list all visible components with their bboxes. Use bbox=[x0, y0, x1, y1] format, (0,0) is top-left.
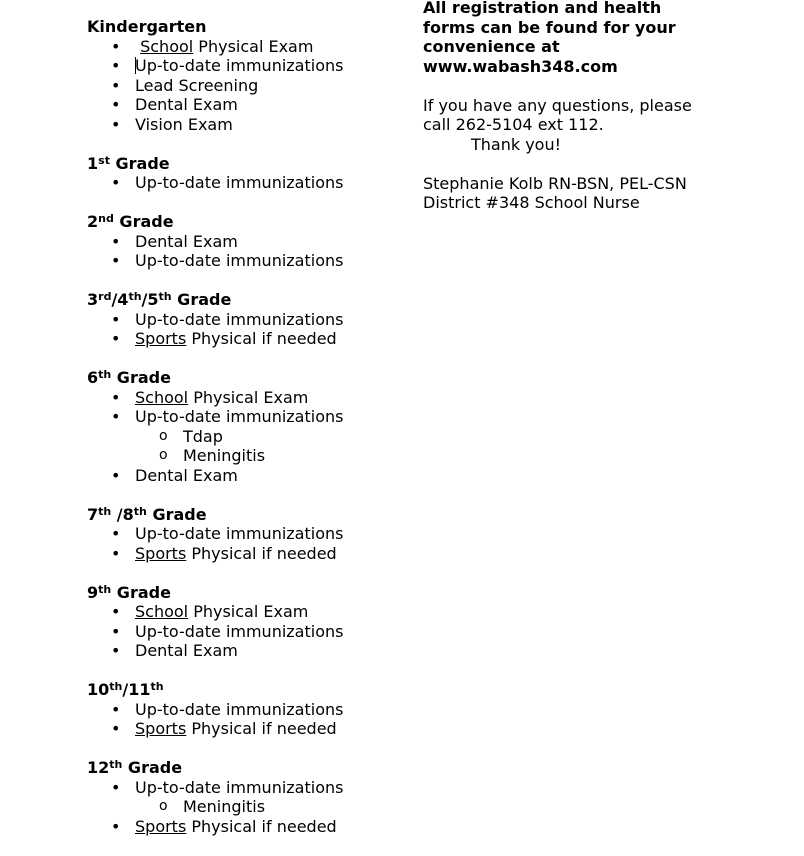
ordinal-suffix: th bbox=[150, 680, 164, 693]
requirement-item bbox=[87, 95, 407, 115]
requirement-item bbox=[87, 602, 407, 622]
grade-heading bbox=[87, 290, 407, 310]
grade-text: 10 bbox=[87, 680, 110, 699]
grade-text: 3 bbox=[87, 290, 99, 309]
nurse-name: Stephanie Kolb RN-BSN, PEL-CSN bbox=[423, 173, 687, 193]
ordinal-suffix: st bbox=[98, 153, 110, 167]
underlined-term: School bbox=[135, 602, 189, 621]
requirement-list bbox=[87, 310, 407, 349]
requirement-list bbox=[87, 232, 407, 271]
requirement-text: Up-to-date immunizations bbox=[135, 173, 344, 192]
sub-requirement-item bbox=[87, 797, 407, 817]
ordinal-suffix: th bbox=[98, 368, 112, 381]
requirement-text: Up-to-date immunizations bbox=[135, 309, 344, 329]
requirement-item bbox=[87, 407, 407, 427]
grade-text: Grade bbox=[171, 290, 232, 309]
requirement-text: Physical if needed bbox=[186, 543, 337, 563]
requirement-item bbox=[87, 115, 407, 135]
grade-section bbox=[87, 290, 407, 349]
requirement-text: Dental Exam bbox=[135, 465, 238, 485]
requirement-list bbox=[87, 602, 407, 661]
underlined-term: School bbox=[135, 387, 189, 407]
requirement-item bbox=[87, 173, 407, 193]
requirement-item bbox=[87, 388, 407, 408]
requirement-text: Dental Exam bbox=[135, 95, 238, 114]
requirement-item bbox=[87, 76, 407, 96]
requirement-text: Vision Exam bbox=[135, 114, 233, 134]
grade-heading bbox=[87, 505, 407, 525]
notice-line: forms can be found for your bbox=[423, 17, 676, 37]
grade-text: 12 bbox=[87, 758, 110, 777]
ordinal-suffix: th bbox=[109, 758, 123, 771]
requirement-text: Up-to-date immunizations bbox=[135, 251, 344, 270]
requirement-item bbox=[87, 719, 407, 739]
ordinal-suffix: th bbox=[133, 504, 147, 518]
requirement-item bbox=[87, 641, 407, 661]
requirement-text: Up-to-date immunizations bbox=[135, 777, 344, 797]
requirement-list bbox=[87, 388, 407, 486]
grade-text: Grade bbox=[113, 212, 174, 231]
grade-heading bbox=[87, 758, 407, 778]
thank-you-text: Thank you! bbox=[471, 134, 562, 154]
grade-text: Grade bbox=[111, 368, 171, 387]
grade-text: Grade bbox=[146, 504, 207, 524]
grade-text: /4 bbox=[111, 290, 129, 309]
grade-section bbox=[87, 154, 407, 193]
sub-requirement-item bbox=[87, 427, 407, 447]
info-column bbox=[423, 0, 723, 213]
grade-text: Grade bbox=[109, 153, 170, 173]
requirement-item bbox=[87, 466, 407, 486]
contact-line: If you have any questions, please bbox=[423, 95, 692, 115]
requirement-text: Up-to-date immunizations bbox=[135, 699, 344, 719]
requirement-text: Up-to-date immunizations bbox=[135, 621, 344, 641]
sub-requirement-text: Meningitis bbox=[183, 797, 266, 816]
notice-line: convenience at bbox=[423, 37, 560, 56]
requirement-text: Physical if needed bbox=[186, 329, 337, 348]
grade-text: 6 bbox=[87, 368, 99, 387]
spacer bbox=[423, 154, 723, 174]
requirement-item bbox=[87, 37, 407, 57]
requirement-item bbox=[87, 622, 407, 642]
sub-requirement-text: Meningitis bbox=[183, 446, 266, 465]
requirement-item bbox=[87, 700, 407, 720]
requirement-text: Physical Exam bbox=[188, 602, 309, 621]
grade-section bbox=[87, 505, 407, 564]
grade-section bbox=[87, 17, 407, 134]
ordinal-suffix: nd bbox=[98, 212, 114, 225]
spacer bbox=[423, 76, 723, 96]
requirement-text: Physical Exam bbox=[188, 387, 309, 407]
grade-section bbox=[87, 212, 407, 271]
ordinal-suffix: th bbox=[98, 582, 112, 596]
requirement-list bbox=[87, 700, 407, 739]
requirement-text: Lead Screening bbox=[135, 75, 259, 95]
requirement-list bbox=[87, 173, 407, 193]
grade-heading bbox=[87, 212, 407, 232]
requirement-item bbox=[87, 251, 407, 271]
grade-heading bbox=[87, 17, 407, 37]
underlined-term: Sports bbox=[135, 543, 187, 563]
grade-text: Grade bbox=[111, 582, 171, 602]
underlined-term: Sports bbox=[135, 816, 187, 836]
sub-requirement-item bbox=[87, 446, 407, 466]
notice-line: All registration and health bbox=[423, 0, 662, 17]
requirement-item bbox=[87, 56, 407, 76]
requirement-text: Up-to-date immunizations bbox=[135, 56, 344, 75]
grade-text: Kindergarten bbox=[87, 17, 207, 36]
grade-text: 7 bbox=[87, 504, 99, 524]
underlined-term: Sports bbox=[135, 329, 187, 348]
ordinal-suffix: rd bbox=[98, 290, 112, 303]
contact-info bbox=[423, 96, 723, 155]
ordinal-suffix: th bbox=[158, 290, 172, 303]
grade-heading bbox=[87, 154, 407, 174]
requirement-list bbox=[87, 524, 407, 563]
requirement-text: Physical if needed bbox=[186, 719, 337, 738]
grade-section bbox=[87, 583, 407, 661]
grade-section bbox=[87, 758, 407, 836]
registration-notice bbox=[423, 0, 723, 76]
sub-requirement-text: Tdap bbox=[183, 426, 223, 446]
grade-text: Grade bbox=[122, 758, 183, 777]
grade-section bbox=[87, 680, 407, 739]
requirement-list bbox=[87, 37, 407, 135]
requirement-text: Up-to-date immunizations bbox=[135, 407, 344, 426]
grade-text: /5 bbox=[141, 290, 159, 309]
ordinal-suffix: th bbox=[98, 504, 112, 518]
signature-block bbox=[423, 174, 723, 213]
requirement-item bbox=[87, 310, 407, 330]
requirement-text: Physical if needed bbox=[186, 816, 337, 836]
grade-text: /8 bbox=[111, 504, 134, 524]
contact-line: call 262-5104 ext 112. bbox=[423, 115, 604, 134]
requirement-item bbox=[87, 524, 407, 544]
requirement-text: Dental Exam bbox=[135, 641, 238, 660]
ordinal-suffix: th bbox=[128, 290, 142, 303]
grade-text: 9 bbox=[87, 582, 99, 602]
grade-heading bbox=[87, 680, 407, 700]
website-link[interactable]: www.wabash348.com bbox=[423, 56, 618, 76]
requirement-item bbox=[87, 329, 407, 349]
requirement-text: Physical Exam bbox=[193, 36, 314, 56]
underlined-term: School bbox=[140, 36, 194, 56]
underlined-term: Sports bbox=[135, 719, 187, 738]
requirement-text: Up-to-date immunizations bbox=[135, 524, 344, 543]
grade-section bbox=[87, 368, 407, 485]
grade-text: /11 bbox=[122, 680, 151, 699]
requirement-item bbox=[87, 778, 407, 798]
requirement-list bbox=[87, 778, 407, 837]
grade-text: 2 bbox=[87, 212, 99, 231]
requirement-item bbox=[87, 232, 407, 252]
nurse-title: District #348 School Nurse bbox=[423, 193, 640, 212]
grade-heading bbox=[87, 583, 407, 603]
requirement-text: Dental Exam bbox=[135, 231, 238, 251]
ordinal-suffix: th bbox=[109, 680, 123, 693]
requirement-item bbox=[87, 544, 407, 564]
grade-text: 1 bbox=[87, 153, 99, 173]
grade-heading bbox=[87, 368, 407, 388]
requirements-column bbox=[87, 17, 407, 856]
requirement-item bbox=[87, 817, 407, 837]
